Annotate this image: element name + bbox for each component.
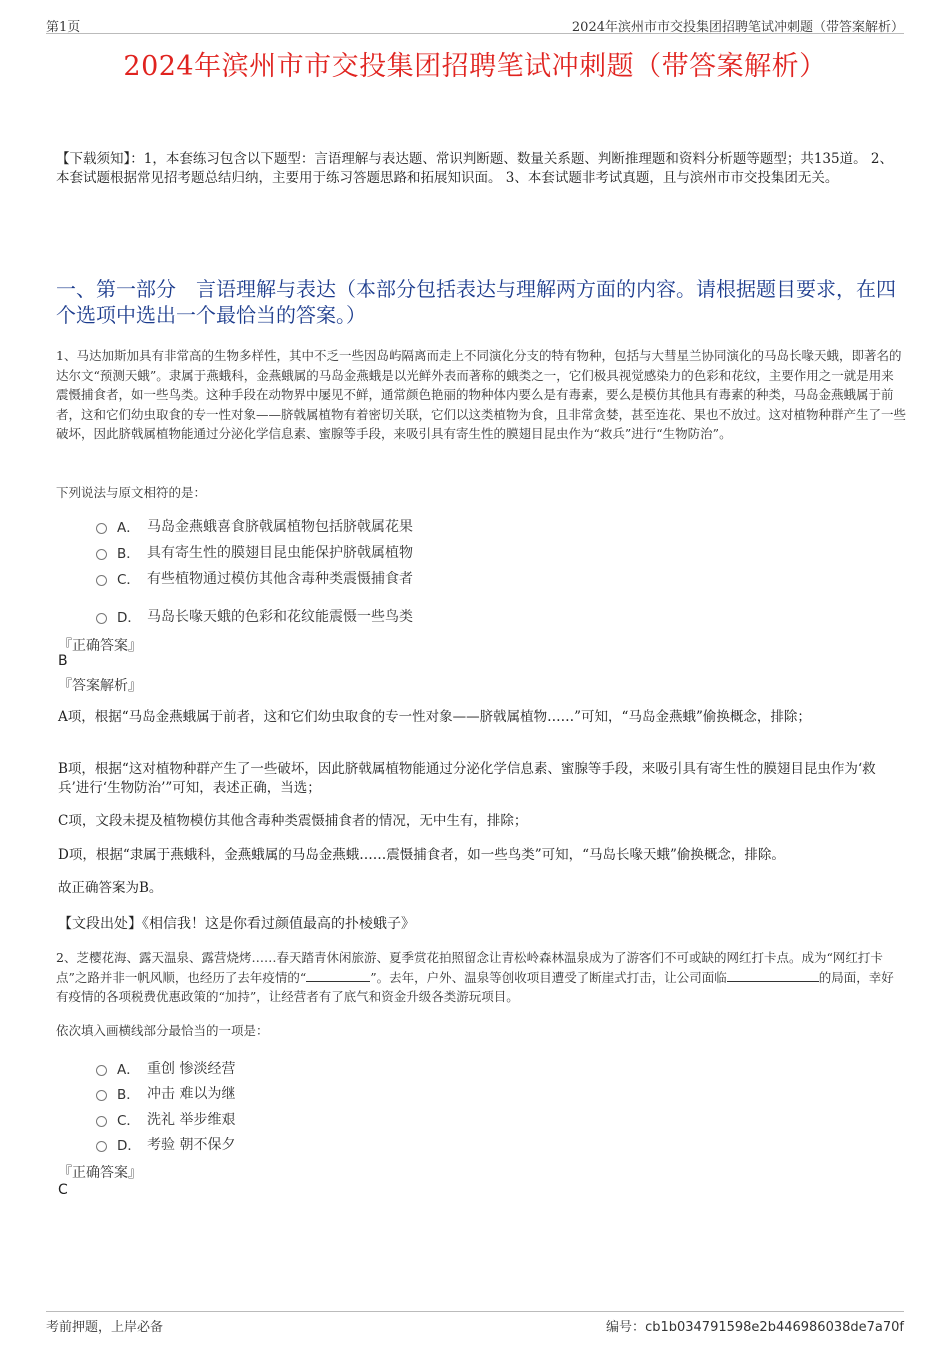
question-2-stem: 2、芝樱花海、露天温泉、露营烧烤……春天踏青休闲旅游、夏季赏花拍照留念让青松岭森林温泉成为了游客们不可或缺的网红打卡点。成为“网红打卡点”之路并非一帆风顺，也经历了去年疫情的“ ”。去年，户外、温泉等创收项目遭受了断崖式打击，让公司面临 的局面，幸好有疫情的各项税费优惠政策的“加持”，让经营者有了底气和资金升级各类游玩项目。: [56, 950, 894, 1005]
download-notice: 【下载须知】：1，本套练习包含以下题型：言语理解与表达题、常识判断题、数量关系题、判断推理题和资料分析题等题型；共135道。 2、本套试题根据常见招考题总结归纳，主要用于练习答题思路和拓展知识面。 3、本套试题非考试真题，且与滨州市市交投集团无关。: [56, 151, 893, 186]
header-doc-title: 2024年滨州市市交投集团招聘笔试冲刺题（带答案解析）: [571, 20, 904, 35]
question-1-prompt: 下列说法与原文相符的是：: [56, 485, 207, 500]
option-letter: D．: [117, 610, 141, 626]
option-text: 洗礼 举步维艰: [147, 1112, 236, 1128]
question-1-option-d[interactable]: [96, 606, 413, 626]
radio-icon[interactable]: [96, 575, 107, 586]
radio-icon[interactable]: [96, 1065, 107, 1076]
question-2-option-b[interactable]: [96, 1083, 235, 1103]
radio-icon[interactable]: [96, 549, 107, 560]
question-1-option-b[interactable]: [96, 542, 413, 562]
question-1-option-a[interactable]: [96, 516, 413, 536]
page-footer: [46, 1311, 904, 1335]
option-letter: A．: [117, 1062, 140, 1078]
option-text: 重创 惨淡经营: [147, 1061, 236, 1077]
question-2-answer-label: 『正确答案』: [58, 1165, 142, 1181]
option-text: 马岛金燕蛾喜食脐戟属植物包括脐戟属花果: [147, 519, 413, 535]
radio-icon[interactable]: [96, 1141, 107, 1152]
fill-blank-2[interactable]: [727, 968, 819, 982]
question-1-option-c[interactable]: [96, 568, 413, 588]
option-text: 具有寄生性的膜翅目昆虫能保护脐戟属植物: [147, 545, 413, 561]
radio-icon[interactable]: [96, 523, 107, 534]
radio-icon[interactable]: [96, 1090, 107, 1101]
option-letter: C．: [117, 1113, 140, 1129]
analysis-conclusion: 故正确答案为B。: [58, 880, 163, 896]
radio-icon[interactable]: [96, 1116, 107, 1127]
question-2-option-d[interactable]: [96, 1134, 235, 1154]
option-text: 考验 朝不保夕: [147, 1137, 236, 1153]
fill-blank-1[interactable]: [306, 968, 370, 982]
radio-icon[interactable]: [96, 613, 107, 624]
question-2-option-a[interactable]: [96, 1058, 235, 1078]
analysis-c: C项，文段未提及植物模仿其他含毒种类震慑捕食者的情况，无中生有，排除；: [58, 813, 528, 829]
option-letter: B．: [117, 1087, 140, 1103]
option-text: 马岛长喙天蛾的色彩和花纹能震慑一些鸟类: [147, 609, 413, 625]
option-text: 冲击 难以为继: [147, 1086, 236, 1102]
question-1-answer-label: 『正确答案』: [58, 638, 142, 654]
question-2-option-c[interactable]: [96, 1109, 235, 1129]
question-1-answer: B: [58, 653, 68, 669]
option-text: 有些植物通过模仿其他含毒种类震慑捕食者: [147, 571, 413, 587]
document-title: 2024年滨州市市交投集团招聘笔试冲刺题（带答案解析）: [123, 51, 827, 82]
page-number: 第1页: [46, 20, 81, 35]
option-letter: B．: [117, 546, 140, 562]
option-letter: C．: [117, 572, 140, 588]
question-1-source: 【文段出处】《相信我！这是你看过颜值最高的扑棱蛾子》: [58, 916, 415, 932]
question-1-stem: 1、马达加斯加具有非常高的生物多样性，其中不乏一些因岛屿隔离而走上不同演化分支的特有物种，包括与大彗星兰协同演化的马岛长喙天蛾，即著名的达尔文“预测天蛾”。隶属于燕蛾科，金燕蛾属的马岛金燕蛾是以光鲜外表而著称的蛾类之一，它们极具视觉感染力的色彩和花纹，主要作用之一就是用来震慑捕食者，如一些鸟类。这种手段在动物界中屡见不鲜，通常颜色艳丽的物种体内要么是有毒素，要么是模仿其他具有毒素的种类，马岛金燕蛾属于前者，这和它们幼虫取食的专一性对象——脐戟属植物有着密切关联，它们以这类植物为食，且非常贪婪，甚至连花、果也不放过。这对植物种群产生了一些破坏，因此脐戟属植物能通过分泌化学信息素、蜜腺等手段，来吸引具有寄生性的膜翅目昆虫作为“救兵”进行“生物防治”。: [56, 348, 907, 442]
section-heading: 一、第一部分 言语理解与表达（本部分包括表达与理解两方面的内容。请根据题目要求，在四个选项中选出一个最恰当的答案。）: [56, 277, 896, 327]
analysis-b: B项，根据“这对植物种群产生了一些破坏，因此脐戟属植物能通过分泌化学信息素、蜜腺等手段，来吸引具有寄生性的膜翅目昆虫作为‘救兵’进行‘生物防治’”可知，表述正确，当选；: [58, 761, 876, 796]
page-header: [46, 14, 904, 34]
analysis-a: A项，根据“马岛金燕蛾属于前者，这和它们幼虫取食的专一性对象——脐戟属植物……”可知，“马岛金燕蛾”偷换概念，排除；: [58, 709, 811, 725]
analysis-d: D项，根据“隶属于燕蛾科，金燕蛾属的马岛金燕蛾……震慑捕食者，如一些鸟类”可知，“马岛长喙天蛾”偷换概念，排除。: [58, 847, 785, 863]
question-2-answer: C: [58, 1182, 68, 1198]
question-1-analysis-label: 『答案解析』: [58, 678, 142, 694]
option-letter: A．: [117, 520, 140, 536]
option-letter: D．: [117, 1138, 141, 1154]
footer-slogan: 考前押题，上岸必备: [46, 1320, 164, 1335]
footer-code: 编号：cb1b034791598e2b446986038de7a70f: [606, 1320, 904, 1335]
question-2-prompt: 依次填入画横线部分最恰当的一项是：: [56, 1023, 269, 1038]
